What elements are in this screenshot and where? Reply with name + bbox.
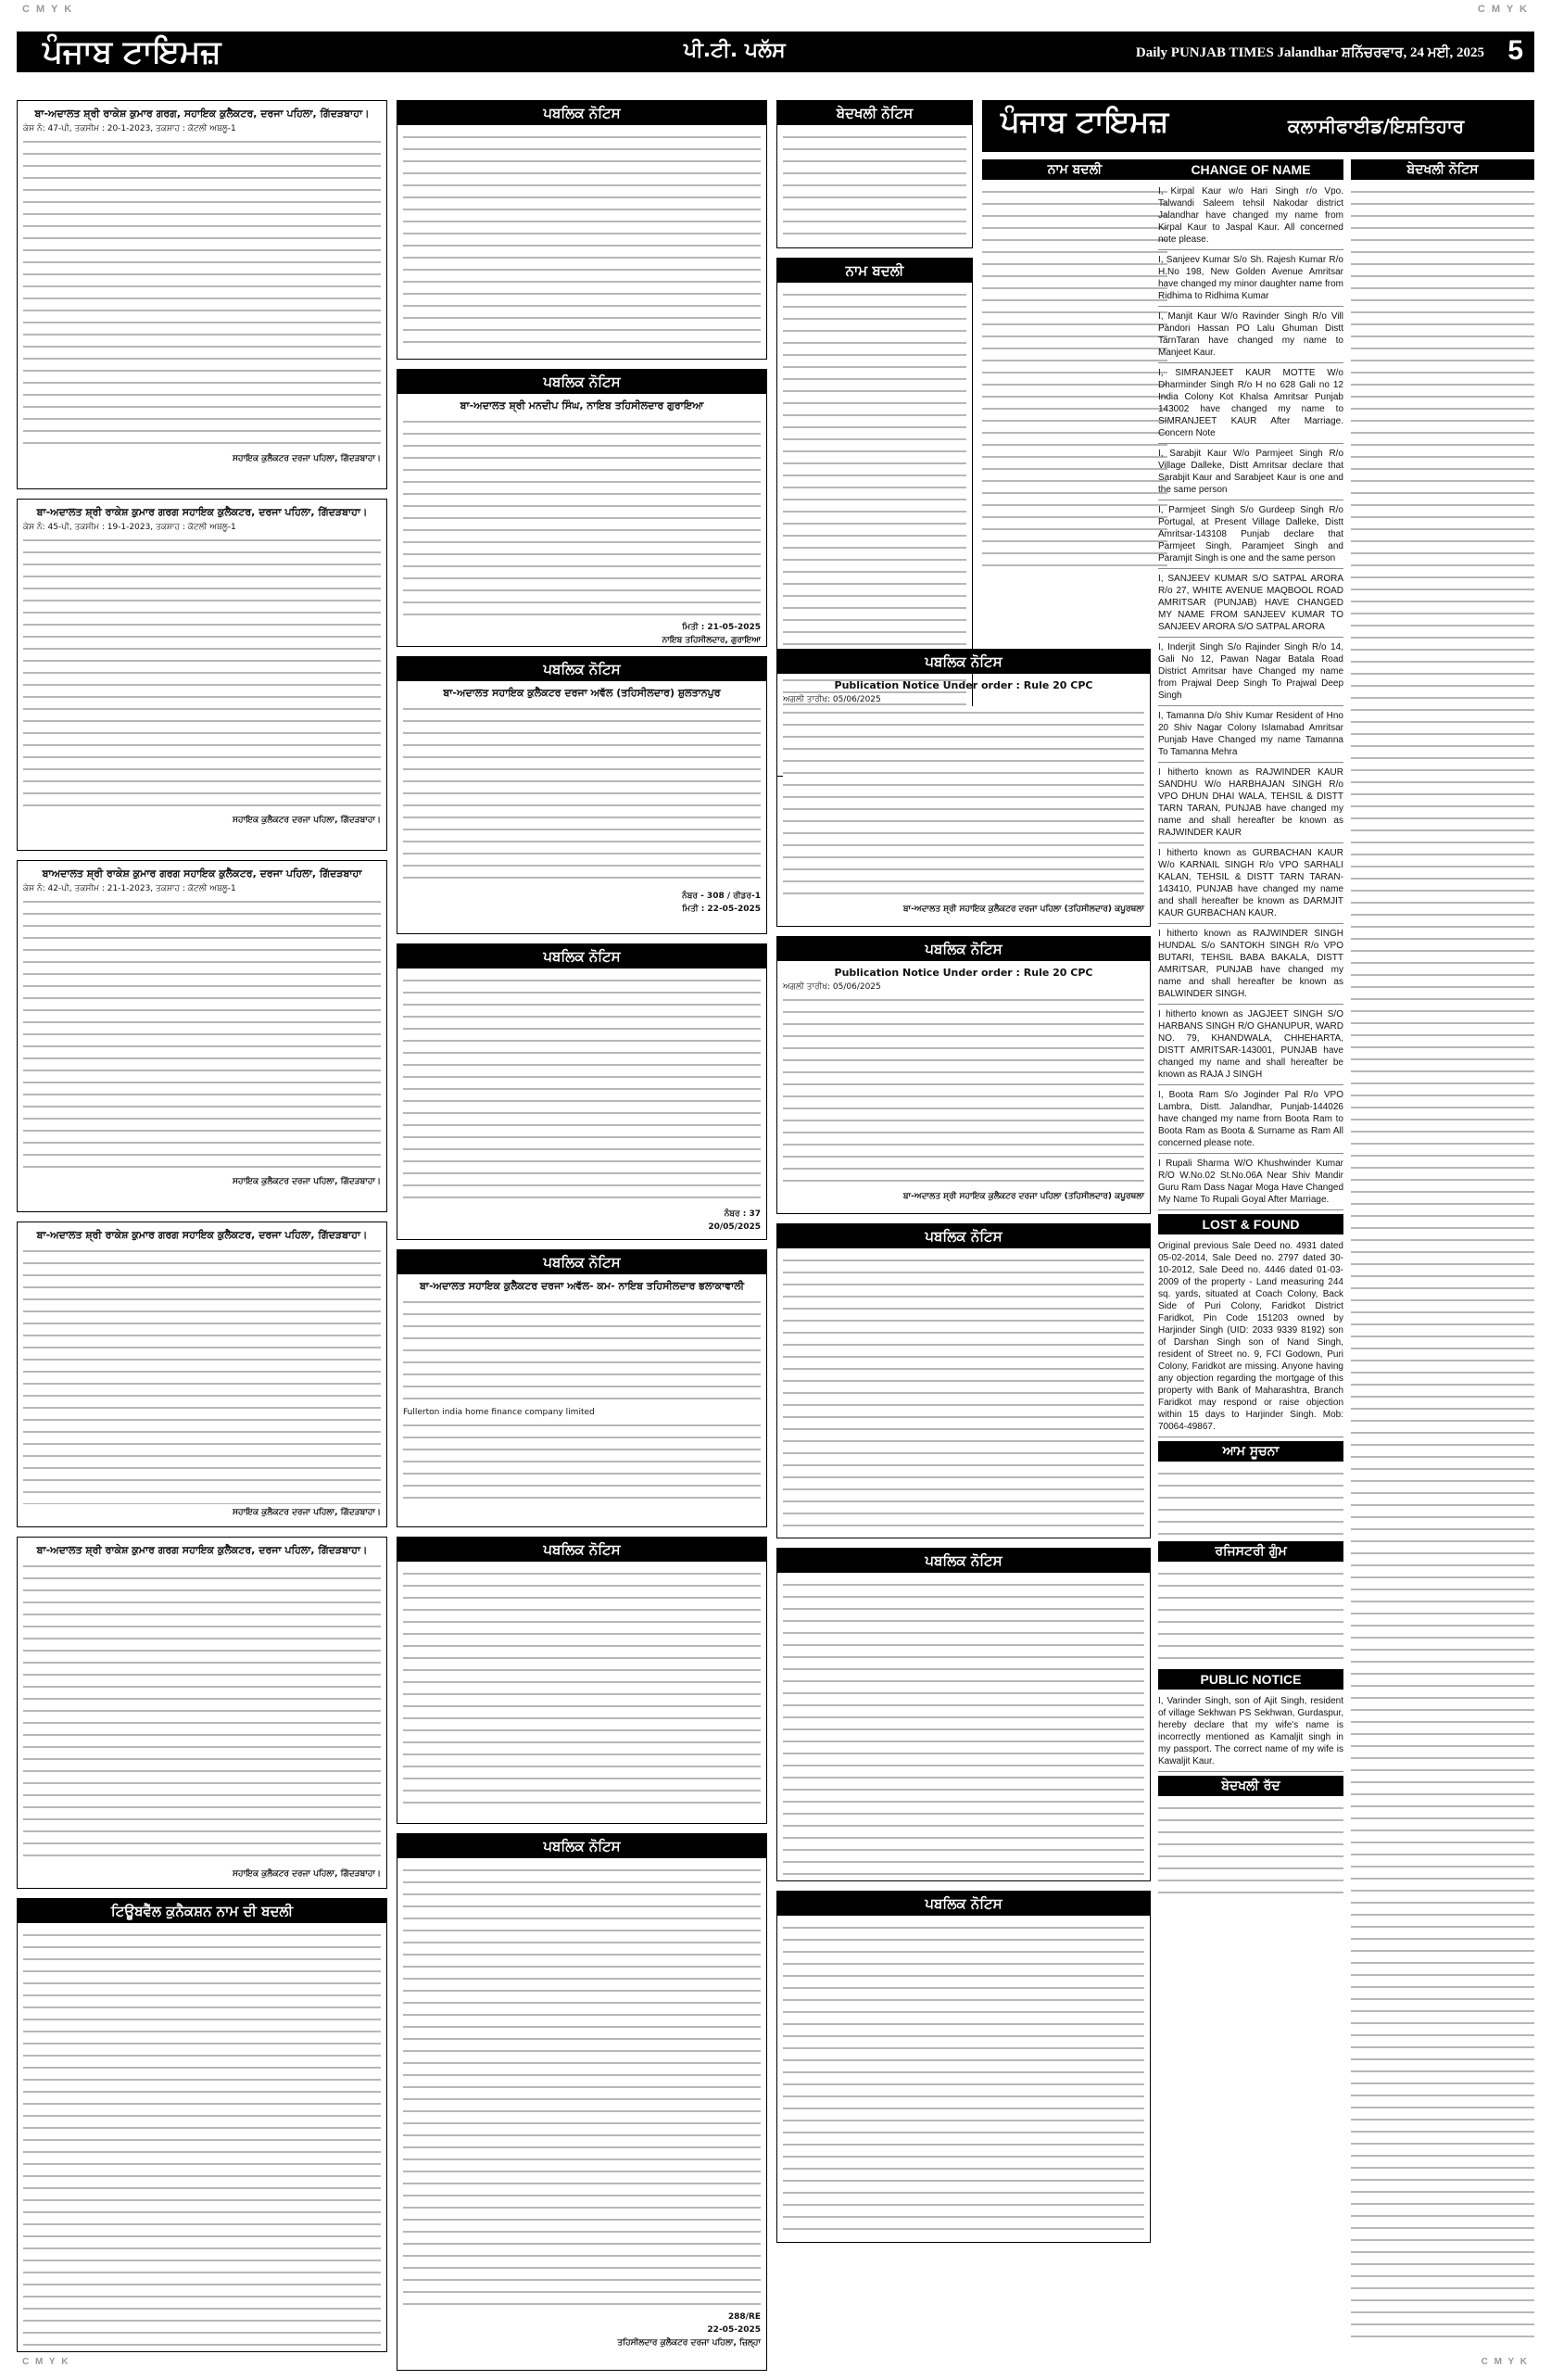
next-date: ਅਗਲੀ ਤਾਰੀਖ: 05/06/2025 <box>783 982 881 992</box>
court-heading: ਬਾ-ਅਦਾਲਤ ਸ਼੍ਰੀ ਰਾਕੇਸ਼ ਕੁਮਾਰ ਗਰਗ ਸਹਾਇਕ ਕੁਲੈਕਟਰ, ਦਰਜਾ ਪਹਿਲਾ, ਗਿੱਦੜਬਾਹਾ। <box>36 1229 368 1241</box>
section-heading: ਪਬਲਿਕ ਨੋਟਿਸ <box>397 370 766 394</box>
notice-ref: ਨੰਬਰ : 37 <box>724 1209 761 1219</box>
signature: ਸਹਾਇਕ ਕੁਲੈਕਟਰ ਦਰਜਾ ਪਹਿਲਾ, ਗਿੱਦੜਬਾਹਾ। <box>233 1177 381 1186</box>
court-notice <box>17 1537 387 1889</box>
notice-body <box>403 1296 761 1407</box>
notice-body <box>23 1929 381 2346</box>
masthead-tag: ਰੋਜ਼ਾਨਾ <box>44 24 66 33</box>
public-notice <box>397 656 767 934</box>
public-notice <box>776 1548 1151 1881</box>
wide-notices <box>776 649 1151 2252</box>
notice-body <box>403 131 761 353</box>
section-heading: ਪਬਲਿਕ ਨੋਟਿਸ <box>397 657 766 681</box>
notice-body <box>403 1567 761 1813</box>
case-line: ਕੇਸ ਨੰ: 42-ਪੀ, ਤਕਸੀਮ : 21-1-2023, ਤਕਸ਼ਾਹ : ਕੋਟਲੀ ਅਬਲੂ-1 <box>23 884 236 893</box>
classified-ad: I, Inderjit Singh S/o Rajinder Singh R/o 14, Gali No 12, Pawan Nagar Batala Road District Amritsar have Changed my name from Prajwal Deep Singh To Prajwal Deep Singh <box>1158 641 1343 706</box>
publication-rule: Publication Notice Under order : Rule 20 CPC <box>834 679 1093 691</box>
section-heading: ਨਾਮ ਬਦਲੀ <box>982 159 1167 180</box>
classified-ad: I, Tamanna D/o Shiv Kumar Resident of Hno 20 Shiv Nagar Colony Islamabad Amritsar Punjab Have Changed my name Tamanna To Tamanna Mehra <box>1158 710 1343 763</box>
public-notice <box>397 1249 767 1527</box>
tubewell-name-change <box>17 1898 387 2352</box>
public-notice <box>397 369 767 647</box>
classified-ad: I hitherto known as RAJWINDER KAUR SANDHU W/o HARBHAJAN SINGH R/o VPO DHUN DHAI WALA, TEHSIL & DISTT TARN TARAN, PUNJAB have changed my name and shall hereafter be known as RAJWINDER KAUR <box>1158 766 1343 843</box>
classifieds-col-en <box>1158 159 1343 1894</box>
notice-body <box>23 1560 381 1866</box>
public-notice <box>776 1223 1151 1538</box>
notice-body <box>23 135 381 450</box>
court-heading: ਬਾਅਦਾਲਤ ਸ਼੍ਰੀ ਰਾਕੇਸ਼ ਕੁਮਾਰ ਗਰਗ ਸਹਾਇਕ ਕੁਲੈਕਟਰ, ਦਰਜਾ ਪਹਿਲਾ, ਗਿੱਦੜਬਾਹਾ <box>42 867 362 880</box>
footer-registration-right: C M Y K <box>1481 2357 1529 2367</box>
section-heading: ਪਬਲਿਕ ਨੋਟਿਸ <box>777 937 1150 961</box>
notice-date: ਮਿਤੀ : 21-05-2025 <box>682 623 761 632</box>
section-heading: ਬੇਦਖਲੀ ਨੋਟਿਸ <box>1351 159 1534 180</box>
classifieds-banner <box>982 100 1534 152</box>
masthead: ਰੋਜ਼ਾਨਾ ਪੰਜਾਬ ਟਾਇਮਜ਼ <box>43 24 221 70</box>
notice-body <box>23 895 381 1173</box>
section-heading: ਪਬਲਿਕ ਨੋਟਿਸ <box>397 1538 766 1562</box>
page-number: 5 <box>1507 35 1523 66</box>
court-notice <box>17 100 387 489</box>
registry-lost-body <box>1158 1567 1343 1669</box>
court-notice <box>17 860 387 1212</box>
notice-body <box>23 534 381 812</box>
classified-ad: I, Kirpal Kaur w/o Hari Singh r/o Vpo. Talwandi Saleem tehsil Nakodar district Jalandhar have changed my name from Kirpal Kaur to Jaspal Kaur. All concerned note please. <box>1158 185 1343 250</box>
notice-body <box>783 1921 1144 2236</box>
notice-body <box>403 1864 761 2309</box>
public-notice <box>397 1537 767 1824</box>
notice-body <box>23 1245 381 1504</box>
eviction-ads <box>1351 185 1534 2345</box>
page-header <box>17 24 1534 72</box>
public-notice <box>397 100 767 360</box>
court-heading: ਬਾ-ਅਦਾਲਤ ਸ਼੍ਰੀ ਰਾਕੇਸ਼ ਕੁਮਾਰ ਗਰਗ ਸਹਾਇਕ ਕੁਲੈਕਟਰ, ਦਰਜਾ ਪਹਿਲਾ, ਗਿੱਦੜਬਾਹਾ। <box>36 506 368 518</box>
public-notice-heading: PUBLIC NOTICE <box>1158 1669 1343 1690</box>
section-heading: ਨਾਮ ਬਦਲੀ <box>777 259 972 283</box>
classified-ad: I hitherto known as JAGJEET SINGH S/O HARBANS SINGH R/O GHANUPUR, WARD NO. 79, KHANDWALA, CHHEHARTA, DISTT AMRITSAR-143001, PUNJAB have changed my name and shall hereafter be known as RAJA J SINGH <box>1158 1008 1343 1085</box>
signature: ਸਹਾਇਕ ਕੁਲੈਕਟਰ ਦਰਜਾ ਪਹਿਲਾ, ਗਿੱਦੜਬਾਹਾ। <box>233 1508 381 1517</box>
lender-name: Fullerton india home finance company limited <box>403 1408 595 1417</box>
registration-mark-left: C M Y K <box>22 4 74 15</box>
notice-date: 22-05-2025 <box>707 2325 761 2335</box>
publication-notice <box>776 936 1151 1214</box>
classified-ad: I, Boota Ram S/o Joginder Pal R/o VPO Lambra, Distt. Jalandhar, Punjab-144026 have changed my name from Boota Ram to Boota Ram as Boota & Surname as Ram All concerned please note. <box>1158 1089 1343 1154</box>
section-heading: ਪਬਲਿਕ ਨੋਟਿਸ <box>397 101 766 125</box>
notice-date: 20/05/2025 <box>708 1222 761 1232</box>
public-notice-ad: I, Varinder Singh, son of Ajit Singh, resident of village Sekhwan PS Sekhwan, Gurdaspur, hereby declare that my wife's name is incorrectly mentioned as Kamaljit singh in my passport. The correct name of my wife is Kawaljit Kaur. <box>1158 1695 1343 1772</box>
publication-rule: Publication Notice Under order : Rule 20 CPC <box>834 967 1093 979</box>
edition-date: Daily PUNJAB TIMES Jalandhar ਸ਼ਨਿੱਚਰਵਾਰ, 24 ਮਈ, 2025 <box>1135 45 1484 60</box>
classifieds-col-pa <box>982 159 1167 575</box>
notice-body <box>783 994 1144 1188</box>
notice-ref: 288/RE <box>727 2312 761 2322</box>
court-heading: ਬਾ-ਅਦਾਲਤ ਸਹਾਇਕ ਕੁਲੈਕਟਰ ਦਰਜਾ ਅਵੱਲ (ਤਹਿਸੀਲਦਾਰ) ਸ਼ੁਲਤਾਨਪੁਰ <box>443 687 721 699</box>
court-heading: ਬਾ-ਅਦਾਲਤ ਸ਼੍ਰੀ ਰਾਕੇਸ਼ ਕੁਮਾਰ ਗਰਗ, ਸਹਾਇਕ ਕੁਲੈਕਟਰ, ਦਰਜਾ ਪਹਿਲਾ, ਗਿੱਦੜਬਾਹਾ। <box>34 108 370 120</box>
classified-ad: I, Sarabjit Kaur W/o Parmjeet Singh R/o Village Dalleke, Distt Amritsar declare that Sarabjit Kaur and Sarabjeet Kaur is one and the same person <box>1158 448 1343 500</box>
classified-ad: I, Sanjeev Kumar S/o Sh. Rajesh Kumar R/o H.No 198, New Golden Avenue Amritsar have changed my minor daughter name from Ridhima to Ridhima Kumar <box>1158 254 1343 307</box>
signature: ਸਹਾਇਕ ਕੁਲੈਕਟਰ ਦਰਜਾ ਪਹਿਲਾ, ਗਿੱਦੜਬਾਹਾ। <box>233 1869 381 1879</box>
notice-body <box>783 131 966 242</box>
case-line: ਕੇਸ ਨੰ: 45-ਪੀ, ਤਕਸੀਮ : 19-1-2023, ਤਕਸ਼ਾਹ : ਕੋਟਲੀ ਅਬਲੂ-1 <box>23 523 236 532</box>
classified-ad: I, SANJEEV KUMAR S/O SATPAL ARORA R/o 27, WHITE AVENUE MAQBOOL ROAD AMRITSAR (PUNJAB) HAVE CHANGED MY NAME FROM SANJEEV KUMAR TO SANJEEV ARORA S/O SATPAL ARORA <box>1158 573 1343 638</box>
classifieds-masthead: ਪੰਜਾਬ ਟਾਇਮਜ਼ <box>1001 104 1169 139</box>
general-notice-heading: ਆਮ ਸੂਚਨਾ <box>1158 1441 1343 1462</box>
classified-ad: I, Parmjeet Singh S/o Gurdeep Singh R/o Portugal, at Present Village Dalleke, Distt Amritsar-143108 Punjab declare that Parmjeet Singh, Paramjeet Singh and Paramjit Singh is one and the same person <box>1158 504 1343 569</box>
eviction-notice <box>776 100 973 248</box>
signature: ਸਹਾਇਕ ਕੁਲੈਕਟਰ ਦਰਜਾ ਪਹਿਲਾ, ਗਿੱਦੜਬਾਹਾ। <box>233 816 381 825</box>
classified-ad: I Rupali Sharma W/O Khushwinder Kumar R/O W.No.02 St.No.06A Near Shiv Mandir Guru Ram Dass Nagar Moga Have Changed My Name To Rupali Goyal After Marriage. <box>1158 1158 1343 1210</box>
section-heading: ਟਿਊਬਵੈੱਲ ਕੁਨੈਕਸ਼ਨ ਨਾਮ ਦੀ ਬਦਲੀ <box>18 1899 386 1923</box>
public-notice <box>397 1833 767 2371</box>
public-notice <box>776 1891 1151 2243</box>
court-heading: ਬਾ-ਅਦਾਲਤ ਸਹਾਇਕ ਕੁਲੈਕਟਰ ਦਰਜਾ ਅਵੱਲ- ਕਮ- ਨਾਇਬ ਤਹਿਸੀਲਦਾਰ ਭਲਾਕਾਵਾਲੀ <box>419 1280 745 1292</box>
eviction-cancel-heading: ਬੇਦਖਲੀ ਰੱਦ <box>1158 1776 1343 1796</box>
registration-mark-right: C M Y K <box>1477 4 1529 15</box>
section-heading: ਪਬਲਿਕ ਨੋਟਿਸ <box>397 1834 766 1858</box>
lost-found-ad: Original previous Sale Deed no. 4931 dated 05-02-2014, Sale Deed no. 2797 dated 30-10-2012, Sale Deed no. 4446 dated 01-03-2009 of the property - Land measuring 244 sq. yards, situated at Coach Colony, Back Side of Puri Colony, Faridkot District Faridkot, Pin Code 151203 owned by Harjinder Singh (UID: 2033 9339 8192) son of Darshan Singh son of Nand Singh, resident of Street no. 9, FCI Godown, Puri Colony, Faridkot are missing. Anyone having any objection regarding the mortgage of this property with Bank of Maharashtra, Branch Faridkot may respond or raise objection within 15 days to Harjinder Singh. Mob: 70064-49867. <box>1158 1240 1343 1437</box>
section-heading: ਪਬਲਿਕ ਨੋਟਿਸ <box>397 944 766 968</box>
classified-ad: I, Manjit Kaur W/o Ravinder Singh R/o Vill Pandori Hassan PO Lalu Ghuman Distt TarnTaran have changed my name to Manjeet Kaur. <box>1158 310 1343 363</box>
notice-body <box>403 1419 761 1502</box>
change-of-name-heading: CHANGE OF NAME <box>1158 159 1343 180</box>
column-1 <box>17 100 387 2361</box>
registry-lost-heading: ਰਜਿਸਟਰੀ ਗੁੰਮ <box>1158 1541 1343 1562</box>
court-heading: ਬਾ-ਅਦਾਲਤ ਸ਼੍ਰੀ ਰਾਕੇਸ਼ ਕੁਮਾਰ ਗਰਗ ਸਹਾਇਕ ਕੁਲੈਕਟਰ, ਦਰਜਾ ਪਹਿਲਾ, ਗਿੱਦੜਬਾਹਾ। <box>36 1544 368 1556</box>
classified-ad: I, SIMRANJEET KAUR MOTTE W/o Dharminder Singh R/o H no 628 Gali no 12 India Colony Kot Khalsa Amritsar Punjab 143002 have changed my name to SIMRANJEET KAUR After Marriage. Concern Note <box>1158 367 1343 444</box>
public-notice <box>397 943 767 1240</box>
signature: ਬਾ-ਅਦਾਲਤ ਸ਼੍ਰੀ ਸਹਾਇਕ ਕੁਲੈਕਟਰ ਦਰਜਾ ਪਹਿਲਾ (ਤਹਿਸੀਲਦਾਰ) ਕਪੂਰਥਲਾ <box>902 1192 1144 1201</box>
section-heading: ਪਬਲਿਕ ਨੋਟਿਸ <box>777 1224 1150 1248</box>
notice-body <box>783 706 1144 901</box>
notice-date: ਮਿਤੀ : 22-05-2025 <box>682 905 761 914</box>
next-date: ਅਗਲੀ ਤਾਰੀਖ: 05/06/2025 <box>783 695 881 704</box>
section-heading: ਬੇਦਖਲੀ ਨੋਟਿਸ <box>777 101 972 125</box>
section-title: ਪੀ.ਟੀ. ਪਲੱਸ <box>684 39 786 62</box>
notice-ref: ਨੰਬਰ - 308 / ਰੀਡਰ-1 <box>682 892 761 901</box>
section-heading: ਪਬਲਿਕ ਨੋਟਿਸ <box>777 1892 1150 1916</box>
court-heading: ਬਾ-ਅਦਾਲਤ ਸ਼੍ਰੀ ਮਨਦੀਪ ਸਿੰਘ, ਨਾਇਬ ਤਹਿਸੀਲਦਾਰ ਗੁਰਾਇਆ <box>460 399 704 411</box>
general-notice-body <box>1158 1467 1343 1541</box>
signature: ਸਹਾਇਕ ਕੁਲੈਕਟਰ ਦਰਜਾ ਪਹਿਲਾ, ਗਿੱਦੜਬਾਹਾ। <box>233 454 381 463</box>
classified-ad: I hitherto known as GURBACHAN KAUR W/o KARNAIL SINGH R/o VPO SARHALI KALAN, TEHSIL & DISTT TARN TARAN-143410, PUNJAB have changed my name and shall hereafter be known as DARMJIT KAUR GURBACHAN KAUR. <box>1158 847 1343 924</box>
court-notice <box>17 499 387 851</box>
classifieds-subtitle: ਕਲਾਸੀਫਾਈਡ/ਇਸ਼ਤਿਹਾਰ <box>1288 115 1465 137</box>
notice-body <box>403 415 761 619</box>
case-line: ਕੇਸ ਨੰ: 47-ਪੀ, ਤਕਸੀਮ : 20-1-2023, ਤਕਸ਼ਾਹ : ਕੋਟਲੀ ਅਬਲੂ-1 <box>23 124 236 133</box>
classified-ad: I hitherto known as RAJWINDER SINGH HUNDAL S/o SANTOKH SINGH R/o VPO BUTARI, TEHSIL BABA BAKALA, DISTT AMRITSAR, PUNJAB have changed my name and shall hereafter be known as BALWINDER SINGH. <box>1158 928 1343 1005</box>
publication-notice <box>776 649 1151 927</box>
signature: ਨਾਇਬ ਤਹਿਸੀਲਦਾਰ, ਗੁਰਾਇਆ <box>662 636 761 645</box>
eviction-cancel-body <box>1158 1802 1343 1894</box>
name-change-ads <box>982 185 1167 575</box>
section-heading: ਪਬਲਿਕ ਨੋਟਿਸ <box>397 1250 766 1274</box>
lost-found-heading: LOST & FOUND <box>1158 1214 1343 1234</box>
notice-body <box>783 1578 1144 1875</box>
section-heading: ਪਬਲਿਕ ਨੋਟਿਸ <box>777 1549 1150 1573</box>
signature: ਬਾ-ਅਦਾਲਤ ਸ਼੍ਰੀ ਸਹਾਇਕ ਕੁਲੈਕਟਰ ਦਰਜਾ ਪਹਿਲਾ (ਤਹਿਸੀਲਦਾਰ) ਕਪੂਰਥਲਾ <box>902 905 1144 914</box>
signature: ਤਹਿਸੀਲਦਾਰ ਕੁਲੈਕਟਰ ਦਰਜਾ ਪਹਿਲਾ, ਜ਼ਿਲ੍ਹਾ <box>617 2338 761 2348</box>
notice-body <box>783 1254 1144 1532</box>
notice-body <box>403 974 761 1206</box>
court-notice <box>17 1222 387 1527</box>
footer-registration-left: C M Y K <box>22 2357 70 2367</box>
column-2 <box>397 100 767 2380</box>
section-heading: ਪਬਲਿਕ ਨੋਟਿਸ <box>777 650 1150 674</box>
classifieds-col-eviction <box>1351 159 1534 2345</box>
notice-body <box>403 703 761 888</box>
